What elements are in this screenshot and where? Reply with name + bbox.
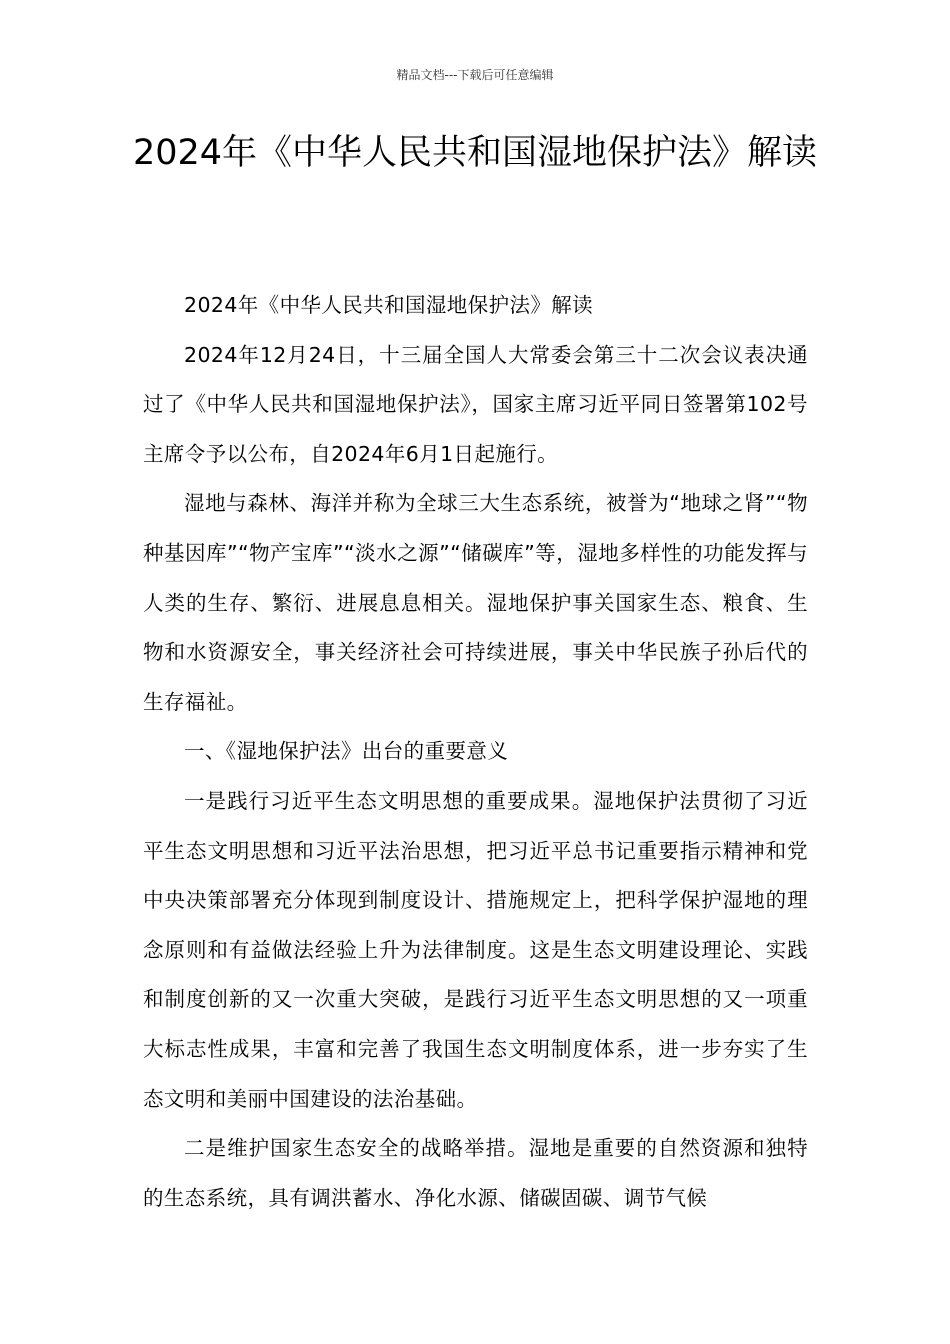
section-heading: 一、《湿地保护法》出台的重要意义 [184,739,509,764]
document-body [143,281,808,1223]
paragraph-wetland-importance: 湿地与森林、海洋并称为全球三大生态系统，被誉为“地球之肾”“物种基因库”“物产宝库”“淡水之源”“储碳库”等，湿地多样性的功能发挥与人类的生存、繁衍、进展息息相关。湿地保护事关国家生态、粮食、生物和水资源安全，事关经济社会可持续进展，事关中华民族子孙后代的生存福祉。 [143,491,808,714]
paragraph-point-two: 二是维护国家生态安全的战略举措。湿地是重要的自然资源和独特的生态系统，具有调洪蓄水、净化水源、储碳固碳、调节气候 [143,1136,808,1210]
paragraph-point-one: 一是践行习近平生态文明思想的重要成果。湿地保护法贯彻了习近平生态文明思想和习近平法治思想，把习近平总书记重要指示精神和党中央决策部署充分体现到制度设计、措施规定上，把科学保护湿地的理念原则和有益做法经验上升为法律制度。这是生态文明建设理论、实践和制度创新的又一次重大突破，是践行习近平生态文明思想的又一项重大标志性成果，丰富和完善了我国生态文明制度体系，进一步夯实了生态文明和美丽中国建设的法治基础。 [143,788,808,1111]
header-watermark: 精品文档---下载后可任意编辑 [396,68,554,82]
paragraph-intro: 2024年12月24日，十三届全国人大常委会第三十二次会议表决通过了《中华人民共和国湿地保护法》，国家主席习近平同日签署第102号主席令予以公布，自2024年6月1日起施行。 [143,342,808,466]
document-title: 2024年《中华人民共和国湿地保护法》解读 [132,133,818,173]
paragraph-subtitle: 2024年《中华人民共和国湿地保护法》解读 [184,293,594,317]
